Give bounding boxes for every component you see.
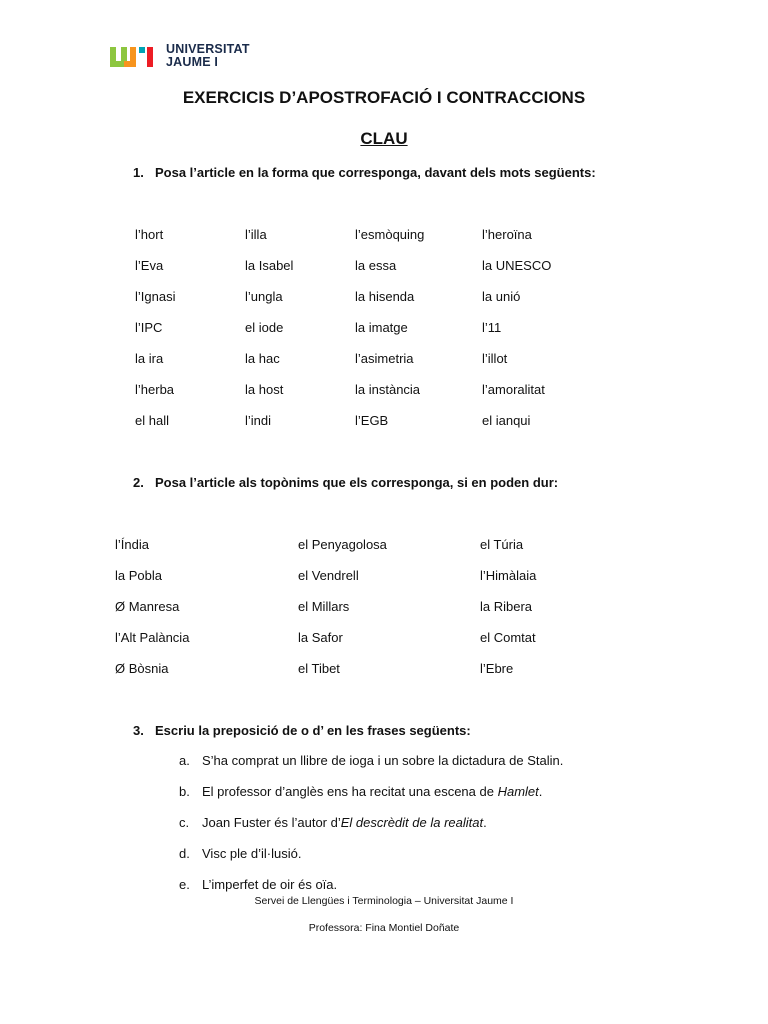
section1-cell: la essa — [355, 258, 397, 273]
section2-cell: l’Índia — [115, 537, 149, 552]
section1-cell: l’illot — [482, 351, 508, 366]
section2-cell: l’Alt Palància — [115, 630, 190, 645]
section1-cell: l’heroïna — [482, 227, 532, 242]
section1-cell: l’11 — [482, 320, 502, 335]
section1-cell: el hall — [135, 413, 169, 428]
item-b-text — [202, 784, 542, 799]
section1-cell: la host — [245, 382, 284, 397]
section2-cell: el Tibet — [298, 661, 340, 676]
section3-number: 3. — [133, 723, 144, 738]
section2-cell: la Pobla — [115, 568, 162, 583]
section1-cell: el ianqui — [482, 413, 531, 428]
logo-dot — [139, 47, 145, 53]
section1-cell: l’ungla — [245, 289, 283, 304]
section1-cell: l’IPC — [135, 320, 163, 335]
section2-cell: el Vendrell — [298, 568, 359, 583]
section1-cell: l’illa — [245, 227, 267, 242]
item-d-text: Visc ple d’il·lusió. — [202, 846, 302, 861]
item-c-title: El descrèdit de la realitat — [340, 815, 484, 830]
section2-number: 2. — [133, 475, 144, 490]
section1-cell: l’amoralitat — [482, 382, 545, 397]
page-subtitle: CLAU — [360, 129, 408, 148]
section1-cell: l’hort — [135, 227, 164, 242]
section2-cell: Ø Bòsnia — [115, 661, 169, 676]
item-b-title: Hamlet — [497, 784, 539, 799]
item-a-text: S’ha comprat un llibre de ioga i un sobre la dictadura de Stalin. — [202, 753, 564, 768]
section2-cell: la Ribera — [480, 599, 533, 614]
logo-i-bar — [147, 47, 153, 67]
section2-cell: la Safor — [298, 630, 343, 645]
item-c-post: . — [483, 815, 487, 830]
item-c-text — [202, 815, 487, 830]
section2-cell: el Comtat — [480, 630, 536, 645]
section2-cell: el Penyagolosa — [298, 537, 387, 552]
section1-cell: l’Eva — [135, 258, 164, 273]
item-e-letter: e. — [179, 877, 190, 892]
section3-heading: Escriu la preposició de o d’ en les frases següents: — [155, 723, 471, 738]
section1-cell: l’EGB — [355, 413, 389, 428]
section1-cell: la unió — [482, 289, 521, 304]
logo-name-line2: JAUME I — [166, 54, 219, 69]
footer-line1: Servei de Llengües i Terminologia – Universitat Jaume I — [254, 895, 514, 907]
section2-cell: el Millars — [298, 599, 350, 614]
section1-cell: l’Ignasi — [135, 289, 176, 304]
section2-heading: Posa l’article als topònims que els corresponga, si en poden dur: — [155, 475, 559, 490]
item-e-text: L’imperfet de oir és oïa. — [202, 877, 338, 892]
section1-cell: l’herba — [135, 382, 175, 397]
item-c-letter: c. — [179, 815, 190, 830]
section1-cell: la UNESCO — [482, 258, 552, 273]
item-b-post: . — [538, 784, 543, 799]
section1-cell: la Isabel — [245, 258, 294, 273]
section1-cell: la ira — [135, 351, 164, 366]
section1-heading: Posa l’article en la forma que corresponga, davant dels mots següents: — [155, 165, 596, 180]
section2-cell: l’Ebre — [480, 661, 514, 676]
logo-name-line1: UNIVERSITAT — [166, 42, 250, 56]
section2-cell: el Túria — [480, 537, 524, 552]
section1-cell: la hisenda — [355, 289, 415, 304]
logo-wordmark — [166, 43, 250, 68]
section2-cell: Ø Manresa — [115, 599, 180, 614]
section1-cell: la hac — [245, 351, 280, 366]
item-d-letter: d. — [179, 846, 190, 861]
section1-cell: el iode — [245, 320, 284, 335]
item-c-pre: Joan Fuster és l’autor d’ — [202, 815, 341, 830]
section1-cell: l’esmòquing — [355, 227, 425, 242]
section2-cell: l’Himàlaia — [480, 568, 537, 583]
section1-cell: la imatge — [355, 320, 408, 335]
item-b-letter: b. — [179, 784, 190, 799]
item-a-letter: a. — [179, 753, 190, 768]
footer-line2: Professora: Fina Montiel Doñate — [308, 922, 460, 934]
section1-number: 1. — [133, 165, 144, 180]
page-title: EXERCICIS D’APOSTROFACIÓ I CONTRACCIONS — [182, 88, 586, 107]
section1-cell: l’asimetria — [355, 351, 414, 366]
section1-cell: la instància — [355, 382, 421, 397]
item-b-pre: El professor d’anglès ens ha recitat una escena de — [202, 784, 498, 799]
section1-cell: l’indi — [245, 413, 272, 428]
